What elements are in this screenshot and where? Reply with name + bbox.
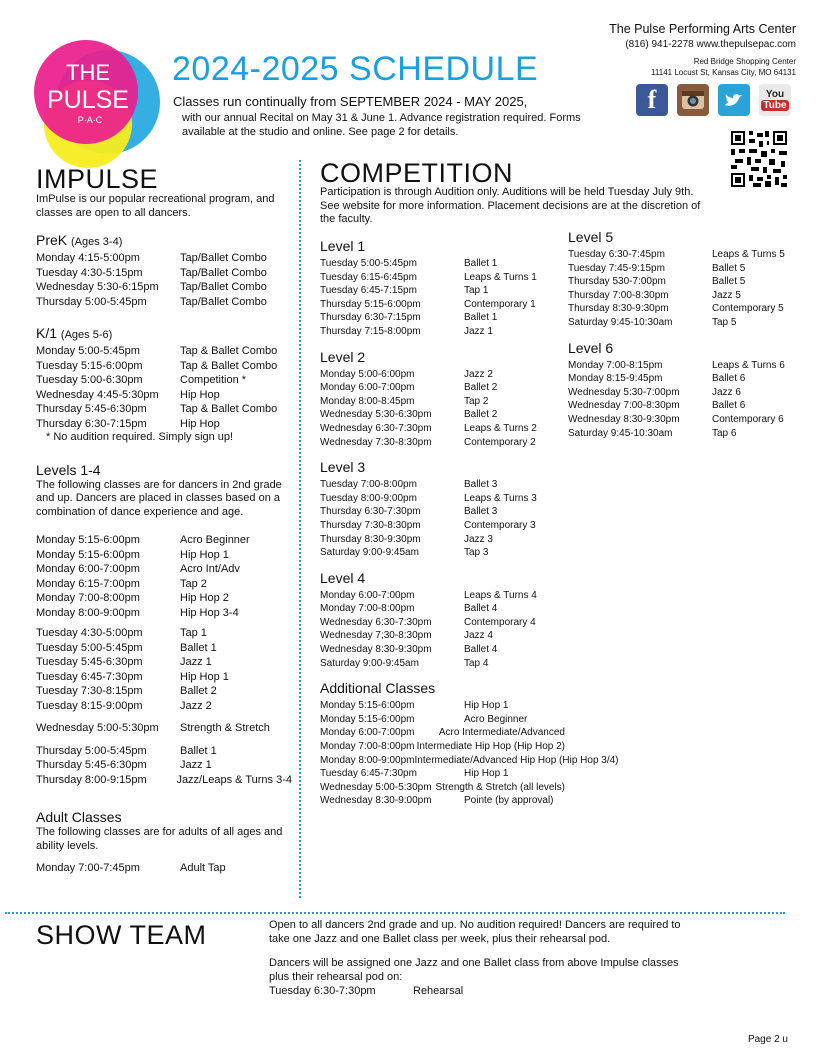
schedule-row bbox=[36, 699, 292, 714]
impulse-heading: IMPULSE bbox=[36, 164, 159, 194]
class-name: Ballet 2 bbox=[180, 685, 217, 697]
class-time: Tuesday 6:45-7:30pm bbox=[320, 768, 417, 780]
schedule-row bbox=[36, 533, 292, 548]
class-name: Leaps & Turns 4 bbox=[464, 589, 537, 601]
adult-list bbox=[36, 861, 292, 876]
level4-heading: Level 4 bbox=[320, 569, 366, 586]
class-time: Thursday 6:30-7:15pm bbox=[320, 312, 421, 324]
class-time: Monday 4:15-5:00pm bbox=[36, 252, 140, 264]
class-time: Thursday 8:30-9:30pm bbox=[320, 533, 421, 545]
schedule-row bbox=[568, 413, 808, 427]
class-time: Monday 5:00-6:00pm bbox=[320, 368, 415, 380]
schedule-row bbox=[320, 492, 565, 506]
class-time: Saturday 9:00-9:45am bbox=[320, 547, 419, 559]
level1-list bbox=[320, 257, 565, 339]
schedule-row bbox=[320, 713, 565, 727]
class-time: Monday 8:00-9:00pm bbox=[36, 606, 140, 619]
class-name: Hip Hop 1 bbox=[180, 548, 229, 561]
class-name: Ballet 1 bbox=[180, 641, 217, 654]
additional-heading: Additional Classes bbox=[320, 680, 436, 697]
schedule-row bbox=[320, 629, 565, 643]
schedule-row bbox=[36, 251, 292, 266]
class-time: Monday 8:00-8:45pm bbox=[320, 395, 415, 407]
class-name: Strength & Stretch bbox=[180, 722, 270, 734]
class-name: Ballet 2 bbox=[464, 409, 498, 421]
schedule-row bbox=[320, 602, 565, 616]
class-time: Tuesday 6:45-7:30pm bbox=[36, 670, 143, 683]
showteam-heading: SHOW TEAM bbox=[36, 920, 207, 950]
class-time: Monday 7:00-8:00pm bbox=[320, 741, 415, 753]
impulse-section bbox=[36, 164, 292, 876]
class-name: Ballet 6 bbox=[712, 373, 746, 385]
class-name: Jazz/Leaps & Turns 3-4 bbox=[176, 773, 292, 786]
schedule-row bbox=[36, 670, 292, 685]
schedule-row bbox=[320, 422, 565, 436]
class-name: Jazz 6 bbox=[712, 386, 741, 398]
class-time: Thursday 6:30-7:30pm bbox=[320, 506, 421, 518]
class-time: Wednesday 5:00-5:30pm bbox=[36, 722, 159, 734]
class-name: Ballet 5 bbox=[712, 262, 746, 274]
instagram-icon[interactable] bbox=[677, 84, 709, 116]
showteam-time: Tuesday 6:30-7:30pm bbox=[269, 985, 376, 997]
class-name: Ballet 3 bbox=[464, 479, 498, 491]
class-name: Tap 1 bbox=[464, 285, 489, 297]
class-name: Tap 2 bbox=[464, 395, 489, 407]
class-name: Jazz 5 bbox=[712, 289, 741, 301]
class-name: Contemporary 1 bbox=[464, 298, 536, 310]
class-name: Ballet 3 bbox=[464, 506, 498, 518]
class-name: Leaps & Turns 1 bbox=[464, 271, 537, 283]
schedule-row bbox=[320, 298, 565, 312]
class-time: Monday 6:00-7:00pm bbox=[320, 382, 415, 394]
k1-heading: K/1 (Ages 5-6) bbox=[36, 325, 113, 341]
class-time: Thursday 8:00-9:15pm bbox=[36, 773, 147, 786]
schedule-row bbox=[320, 767, 565, 781]
class-time: Thursday 5:45-6:30pm bbox=[36, 403, 147, 415]
class-time: Thursday 5:15-6:00pm bbox=[320, 298, 421, 310]
schedule-row bbox=[320, 257, 565, 271]
adult-heading: Adult Classes bbox=[36, 809, 122, 825]
showteam-p1: Open to all dancers 2nd grade and up. No audition required! Dancers are required to take one Jazz and one Ballet class per week, plus their rehearsal pod. bbox=[269, 919, 681, 945]
levels-thursday-list bbox=[36, 744, 292, 788]
phone-website[interactable]: (816) 941-2278 www.thepulsepac.com bbox=[625, 39, 796, 50]
class-name: Jazz 2 bbox=[180, 699, 212, 712]
schedule-row bbox=[568, 275, 808, 289]
class-time: Thursday 5:45-6:30pm bbox=[36, 759, 147, 771]
class-name: Strength & Stretch (all levels) bbox=[435, 781, 565, 793]
schedule-row bbox=[36, 266, 292, 281]
schedule-row bbox=[320, 533, 565, 547]
levels-monday-list bbox=[36, 533, 292, 620]
class-time: Thursday 8:30-9:30pm bbox=[568, 303, 669, 315]
class-name: Tap/Ballet Combo bbox=[180, 252, 267, 264]
schedule-row bbox=[36, 744, 292, 759]
schedule-row bbox=[568, 372, 808, 386]
class-name: Hip Hop 1 bbox=[464, 700, 509, 712]
additional-list bbox=[320, 699, 619, 808]
class-name: Contemporary 2 bbox=[464, 436, 536, 448]
class-time: Wednesday 7:00-8:30pm bbox=[568, 400, 680, 412]
k1-list bbox=[36, 344, 292, 431]
class-name: Hip Hop 3-4 bbox=[180, 606, 239, 619]
logo-line2: PULSE bbox=[47, 86, 129, 114]
schedule-row bbox=[36, 562, 292, 577]
class-name: Hip Hop 1 bbox=[464, 768, 509, 780]
class-name: Tap 3 bbox=[464, 547, 489, 559]
schedule-row bbox=[36, 417, 292, 432]
class-time: Tuesday 6:15-6:45pm bbox=[320, 271, 417, 283]
class-time: Tuesday 5:00-6:30pm bbox=[36, 374, 143, 386]
class-time: Thursday 530-7:00pm bbox=[568, 276, 666, 288]
class-time: Monday 7:00-7:45pm bbox=[36, 862, 140, 874]
column-divider bbox=[299, 160, 301, 898]
contact-block bbox=[576, 22, 796, 77]
studio-name: The Pulse Performing Arts Center bbox=[609, 22, 796, 36]
showteam-p2: Dancers will be assigned one Jazz and one Ballet class from above Impulse classes plus their rehearsal pod on: bbox=[269, 957, 679, 983]
level3-heading: Level 3 bbox=[320, 459, 366, 476]
class-time: Monday 5:00-5:45pm bbox=[36, 345, 140, 357]
class-name: Tap & Ballet Combo bbox=[180, 403, 278, 415]
schedule-row bbox=[36, 388, 292, 403]
class-time: Tuesday 7:00-8:00pm bbox=[320, 479, 417, 491]
class-time: Wednesday 5:30-6:30pm bbox=[320, 409, 432, 421]
schedule-row bbox=[568, 359, 808, 373]
class-time: Saturday 9:00-9:45am bbox=[320, 657, 419, 669]
class-name: Tap 5 bbox=[712, 316, 737, 328]
logo-line3: P·A·C bbox=[77, 115, 103, 125]
class-time: Tuesday 5:15-6:00pm bbox=[36, 359, 143, 372]
class-name: Acro Beginner bbox=[464, 713, 528, 725]
address-line1: Red Bridge Shopping Center bbox=[693, 57, 796, 66]
class-time: Wednesday 6:30-7:30pm bbox=[320, 616, 432, 628]
schedule-row bbox=[568, 427, 808, 441]
class-name: Tap/Ballet Combo bbox=[180, 281, 267, 293]
impulse-desc: ImPulse is our popular recreational program, and classes are open to all dancers. bbox=[36, 193, 275, 219]
showteam-section bbox=[269, 919, 699, 998]
class-time: Thursday 7:15-8:00pm bbox=[320, 325, 421, 337]
schedule-row bbox=[36, 548, 292, 563]
class-name: Competition * bbox=[180, 374, 247, 386]
levels-wednesday-list bbox=[36, 721, 292, 736]
schedule-row bbox=[320, 754, 619, 768]
class-name: Acro Beginner bbox=[180, 534, 250, 546]
schedule-row bbox=[320, 271, 565, 285]
class-time: Monday 8:15-9:45pm bbox=[568, 373, 663, 385]
class-name: Acro Intermediate/Advanced bbox=[438, 727, 565, 739]
schedule-row bbox=[36, 577, 292, 592]
class-time: Monday 8:00-9:00pm bbox=[320, 754, 415, 766]
schedule-row bbox=[36, 606, 292, 621]
class-time: Tuesday 6:45-7:15pm bbox=[320, 285, 417, 297]
class-name: Jazz 1 bbox=[464, 325, 493, 337]
class-time: Monday 5:15-6:00pm bbox=[36, 548, 140, 561]
class-time: Wednesday 7;30-8:30pm bbox=[320, 630, 432, 642]
level4-list bbox=[320, 589, 565, 671]
class-time: Saturday 9:45-10:30am bbox=[568, 316, 673, 328]
class-time: Tuesday 7:30-8:15pm bbox=[36, 685, 143, 697]
class-time: Wednesday 5:00-5:30pm bbox=[320, 781, 432, 793]
class-name: Contemporary 4 bbox=[464, 616, 536, 628]
class-time: Tuesday 7:45-9:15pm bbox=[568, 262, 665, 274]
class-name: Ballet 2 bbox=[464, 382, 498, 394]
schedule-row bbox=[320, 395, 565, 409]
schedule-row bbox=[36, 655, 292, 670]
schedule-row bbox=[568, 302, 808, 316]
schedule-row bbox=[320, 781, 565, 795]
class-time: Monday 5:15-6:00pm bbox=[320, 700, 415, 712]
class-time: Wednesday 6:30-7:30pm bbox=[320, 422, 432, 434]
schedule-row bbox=[36, 344, 292, 359]
k1-note: * No audition required. Simply sign up! bbox=[46, 431, 234, 443]
class-time: Wednesday 5:30-7:00pm bbox=[568, 386, 680, 398]
class-time: Wednesday 5:30-6:15pm bbox=[36, 281, 159, 293]
class-name: Ballet 5 bbox=[712, 276, 746, 288]
schedule-row bbox=[320, 505, 565, 519]
prek-heading: PreK (Ages 3-4) bbox=[36, 232, 123, 248]
schedule-row bbox=[320, 408, 565, 422]
levels-desc: The following classes are for dancers in 2nd grade and up. Dancers are placed in classes based on a combination of dance experience and age. bbox=[36, 478, 282, 518]
schedule-row bbox=[36, 641, 292, 656]
level2-list bbox=[320, 368, 565, 450]
class-time: Tuesday 8:00-9:00pm bbox=[320, 492, 417, 504]
class-time: Monday 6:00-7:00pm bbox=[320, 589, 415, 601]
class-time: Wednesday 4:45-5:30pm bbox=[36, 388, 159, 401]
pulse-logo bbox=[30, 32, 170, 172]
class-time: Tuesday 8:15-9:00pm bbox=[36, 699, 143, 712]
class-name: Leaps & Turns 3 bbox=[464, 492, 537, 504]
schedule-row bbox=[320, 643, 565, 657]
class-time: Wednesday 8:30-9:30pm bbox=[320, 644, 432, 656]
class-name: Ballet 4 bbox=[464, 603, 498, 615]
schedule-row bbox=[568, 386, 808, 400]
class-time: Tuesday 5:45-6:30pm bbox=[36, 656, 143, 668]
class-time: Monday 6:15-7:00pm bbox=[36, 577, 140, 590]
schedule-row bbox=[320, 436, 565, 450]
class-name: Pointe (by approval) bbox=[464, 795, 554, 807]
youtube-icon[interactable]: You Tube bbox=[759, 84, 791, 116]
schedule-row bbox=[36, 373, 292, 388]
class-time: Monday 7:00-8:00pm bbox=[320, 603, 415, 615]
class-name: Hip Hop 1 bbox=[180, 670, 229, 683]
adult-desc: The following classes are for adults of all ages and ability levels. bbox=[36, 826, 283, 852]
class-time: Monday 6:00-7:00pm bbox=[320, 727, 415, 739]
schedule-row bbox=[36, 626, 292, 641]
class-time: Monday 7:00-8:00pm bbox=[36, 592, 140, 604]
competition-col-b bbox=[568, 229, 808, 440]
schedule-row bbox=[320, 546, 565, 560]
schedule-row bbox=[568, 262, 808, 276]
schedule-row bbox=[320, 478, 565, 492]
class-name: Tap 1 bbox=[180, 627, 207, 639]
class-name: Tap & Ballet Combo bbox=[180, 359, 278, 372]
schedule-row bbox=[320, 616, 565, 630]
class-time: Thursday 7:30-8:30pm bbox=[320, 519, 421, 531]
intro-text: with our annual Recital on May 31 & June 1. Advance registration required. Forms available at the studio and online. See page 2 for details. bbox=[182, 112, 581, 138]
class-name: Contemporary 3 bbox=[464, 519, 536, 531]
level5-heading: Level 5 bbox=[568, 229, 614, 245]
competition-section bbox=[320, 158, 720, 227]
class-name: Leaps & Turns 5 bbox=[712, 249, 785, 260]
schedule-row bbox=[320, 311, 565, 325]
class-name: Contemporary 5 bbox=[712, 303, 784, 315]
class-time: Saturday 9:45-10:30am bbox=[568, 427, 673, 439]
class-name: Tap 6 bbox=[712, 427, 737, 439]
schedule-row bbox=[568, 399, 808, 413]
level5-list bbox=[568, 248, 808, 330]
schedule-row bbox=[320, 381, 565, 395]
class-time: Monday 7:00-8:15pm bbox=[568, 359, 663, 371]
level6-list bbox=[568, 359, 808, 441]
level1-heading: Level 1 bbox=[320, 238, 366, 254]
class-name: Ballet 1 bbox=[180, 744, 217, 757]
page-title: 2024-2025 SCHEDULE bbox=[172, 50, 539, 88]
address-line2: 11141 Locust St, Kansas City, MO 64131 bbox=[651, 68, 796, 77]
schedule-row bbox=[36, 591, 292, 606]
class-time: Monday 6:00-7:00pm bbox=[36, 563, 140, 575]
schedule-row bbox=[36, 773, 292, 788]
schedule-row bbox=[36, 721, 292, 736]
logo-line1: THE bbox=[66, 60, 110, 85]
schedule-row bbox=[36, 684, 292, 699]
class-time: Tuesday 5:00-5:45pm bbox=[36, 641, 143, 654]
schedule-row bbox=[568, 289, 808, 303]
schedule-row bbox=[320, 699, 565, 713]
schedule-row bbox=[320, 325, 565, 339]
prek-list bbox=[36, 251, 292, 309]
competition-heading: COMPETITION bbox=[320, 158, 513, 188]
schedule-row bbox=[320, 740, 565, 754]
schedule-row bbox=[36, 861, 292, 876]
class-name: Ballet 4 bbox=[464, 644, 498, 656]
class-name: Ballet 1 bbox=[464, 312, 498, 324]
level2-heading: Level 2 bbox=[320, 348, 366, 365]
schedule-row bbox=[320, 726, 565, 740]
class-time: Wednesday 8:30-9:30pm bbox=[568, 413, 680, 425]
class-name: Tap 4 bbox=[464, 657, 489, 669]
class-name: Hip Hop bbox=[180, 388, 220, 401]
schedule-row bbox=[568, 316, 808, 330]
social-links bbox=[636, 84, 791, 116]
class-time: Wednesday 7:30-8:30pm bbox=[320, 436, 432, 448]
class-time: Thursday 7:00-8:30pm bbox=[568, 289, 669, 301]
level6-heading: Level 6 bbox=[568, 339, 614, 356]
class-name: Jazz 1 bbox=[180, 656, 212, 668]
class-time: Tuesday 5:00-5:45pm bbox=[320, 258, 417, 269]
schedule-row bbox=[568, 248, 808, 262]
class-name: Jazz 2 bbox=[464, 368, 493, 380]
showteam-row bbox=[269, 984, 699, 998]
class-name: Jazz 4 bbox=[464, 630, 493, 642]
class-name: Hip Hop 2 bbox=[180, 592, 229, 604]
showteam-class: Rehearsal bbox=[413, 985, 464, 997]
schedule-row bbox=[320, 589, 565, 603]
class-name: Ballet 1 bbox=[464, 258, 498, 269]
qr-code[interactable] bbox=[731, 131, 787, 187]
schedule-row bbox=[36, 280, 292, 295]
class-time: Monday 5:15-6:00pm bbox=[320, 713, 415, 725]
section-divider bbox=[5, 912, 785, 914]
class-name: Leaps & Turns 2 bbox=[464, 422, 537, 434]
twitter-icon[interactable] bbox=[718, 84, 750, 116]
class-time: Tuesday 4:30-5:00pm bbox=[36, 627, 143, 639]
class-name: Intermediate Hip Hop (Hip Hop 2) bbox=[416, 741, 565, 753]
page-number: Page 2 u bbox=[747, 1034, 788, 1045]
class-name: Tap & Ballet Combo bbox=[180, 345, 278, 357]
class-time: Thursday 6:30-7:15pm bbox=[36, 417, 147, 430]
class-name: Intermediate/Advanced Hip Hop (Hip Hop 3/4) bbox=[414, 754, 619, 766]
class-name: Contemporary 6 bbox=[712, 413, 784, 425]
class-time: Tuesday 6:30-7:45pm bbox=[568, 249, 665, 260]
class-time: Tuesday 4:30-5:15pm bbox=[36, 266, 143, 279]
competition-desc: Participation is through Audition only. Auditions will be held Tuesday July 9th. See website for more information. Placement decisions are at the discretion of the faculty. bbox=[320, 186, 701, 225]
class-name: Acro Int/Adv bbox=[180, 563, 240, 575]
class-name: Ballet 6 bbox=[712, 400, 746, 412]
schedule-row bbox=[36, 402, 292, 417]
schedule-row bbox=[320, 657, 565, 671]
class-time: Monday 5:15-6:00pm bbox=[36, 534, 140, 546]
schedule-row bbox=[320, 519, 565, 533]
schedule-row bbox=[36, 359, 292, 374]
schedule-row bbox=[320, 284, 565, 298]
class-name: Jazz 1 bbox=[180, 759, 212, 771]
class-name: Tap/Ballet Combo bbox=[180, 266, 267, 279]
page-subtitle: Classes run continually from SEPTEMBER 2024 - MAY 2025, bbox=[173, 94, 528, 109]
levels-tuesday-list bbox=[36, 626, 292, 713]
class-name: Tap/Ballet Combo bbox=[180, 295, 267, 308]
class-time: Wednesday 8:30-9:00pm bbox=[320, 795, 432, 807]
class-time: Thursday 5:00-5:45pm bbox=[36, 744, 147, 757]
levels-heading: Levels 1-4 bbox=[36, 461, 101, 478]
schedule-row bbox=[36, 758, 292, 773]
facebook-icon[interactable]: f bbox=[636, 84, 668, 116]
class-name: Leaps & Turns 6 bbox=[712, 359, 785, 371]
class-time: Thursday 5:00-5:45pm bbox=[36, 295, 147, 308]
schedule-row bbox=[36, 295, 292, 310]
class-name: Tap 2 bbox=[180, 577, 207, 590]
class-name: Adult Tap bbox=[180, 862, 226, 874]
schedule-row bbox=[320, 368, 565, 382]
class-name: Jazz 3 bbox=[464, 533, 493, 545]
level3-list bbox=[320, 478, 565, 560]
schedule-row bbox=[320, 794, 565, 808]
class-name: Hip Hop bbox=[180, 417, 220, 430]
